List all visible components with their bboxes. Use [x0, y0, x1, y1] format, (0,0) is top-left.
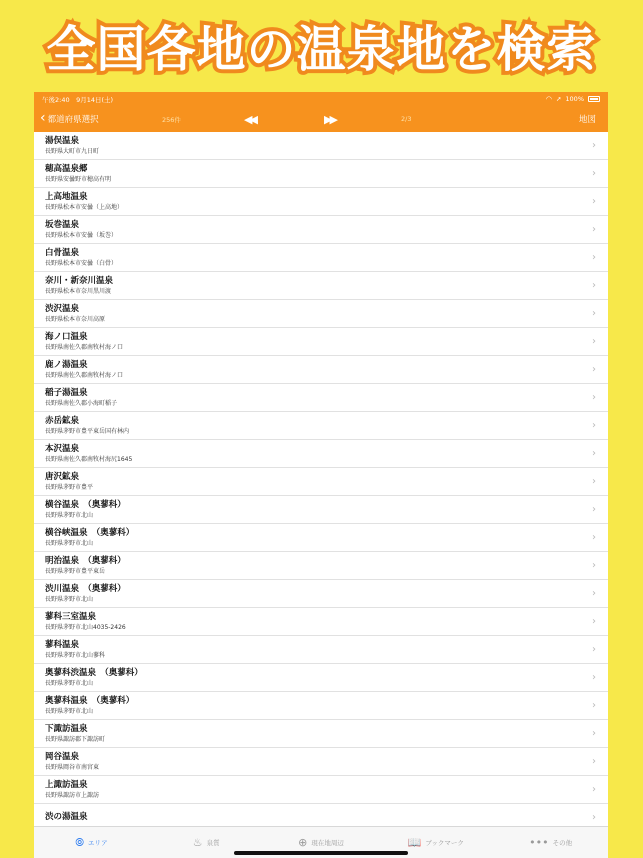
onsen-name: 湯俣温泉 — [45, 135, 80, 146]
chevron-right-icon: › — [592, 504, 596, 515]
onsen-name: 穂高温泉郷 — [45, 163, 88, 174]
chevron-right-icon: › — [592, 784, 596, 795]
location-arrow-icon: ➚ — [555, 95, 562, 103]
back-label: 都道府県選択 — [47, 115, 99, 125]
tab-label: エリア — [88, 839, 108, 847]
onsen-address: 長野県諏訪市上諏訪 — [45, 791, 100, 799]
onsen-address: 長野県松本市奈川黒川渡 — [45, 287, 112, 295]
onsen-name: 海ノ口温泉 — [45, 331, 88, 342]
onsen-address: 長野県安曇野市穂高有明 — [45, 175, 112, 183]
chevron-right-icon: › — [592, 140, 596, 151]
onsen-name: 上諏訪温泉 — [45, 779, 88, 790]
page-indicator: 2/3 — [401, 115, 412, 123]
list-item[interactable] — [34, 524, 608, 552]
onsen-name: 横谷峡温泉 （奥蓼科） — [45, 527, 135, 538]
battery-icon — [588, 96, 600, 102]
onsen-name: 唐沢鉱泉 — [45, 471, 80, 482]
chevron-right-icon: › — [592, 700, 596, 711]
chevron-right-icon: › — [592, 420, 596, 431]
list-item[interactable] — [34, 664, 608, 692]
chevron-right-icon: › — [592, 756, 596, 767]
chevron-right-icon: › — [592, 224, 596, 235]
list-item[interactable] — [34, 748, 608, 776]
previous-page-button[interactable]: ◀◀ — [244, 112, 255, 126]
onsen-address: 長野県茅野市北山 — [45, 539, 94, 547]
chevron-right-icon: › — [592, 392, 596, 403]
compass-icon: ⦾ — [75, 835, 85, 849]
onsen-address: 長野県茅野市豊平 — [45, 483, 94, 491]
chevron-right-icon: › — [592, 308, 596, 319]
banner-title: 全国各地の温泉地を検索 — [46, 21, 597, 78]
onsen-name: 横谷温泉 （奥蓼科） — [45, 499, 126, 510]
hot-spring-icon: ♨ — [192, 836, 203, 849]
tab-more-dots[interactable] — [493, 827, 608, 858]
list-item[interactable] — [34, 132, 608, 160]
chevron-left-icon: ‹ — [40, 110, 46, 126]
onsen-address: 長野県茅野市北山 — [45, 679, 94, 687]
tab-label: その他 — [552, 839, 573, 847]
onsen-list — [34, 132, 608, 832]
list-item[interactable] — [34, 608, 608, 636]
chevron-right-icon: › — [592, 280, 596, 291]
onsen-name: 奥蓼科温泉 （奥蓼科） — [45, 695, 135, 706]
onsen-address: 長野県南佐久郡南牧村海ノ口 — [45, 343, 124, 351]
chevron-right-icon: › — [592, 364, 596, 375]
list-item[interactable] — [34, 216, 608, 244]
onsen-name: 上高地温泉 — [45, 191, 88, 202]
onsen-address: 長野県大町市九日町 — [45, 147, 100, 155]
battery-percent: 100% — [565, 95, 584, 103]
chevron-right-icon: › — [592, 672, 596, 683]
home-indicator — [234, 851, 408, 855]
chevron-right-icon: › — [592, 532, 596, 543]
location-target-icon: ⊕ — [298, 836, 308, 849]
chevron-right-icon: › — [592, 728, 596, 739]
onsen-address: 長野県茅野市北山 — [45, 595, 94, 603]
onsen-name: 坂巻温泉 — [45, 219, 80, 230]
list-item[interactable] — [34, 552, 608, 580]
tab-label: 泉質 — [206, 839, 220, 847]
navigation-bar — [34, 106, 608, 132]
status-time: 午後2:40 9月14日(土) — [42, 95, 114, 104]
chevron-right-icon: › — [592, 588, 596, 599]
onsen-name: 奈川・新奈川温泉 — [45, 275, 114, 286]
list-item[interactable] — [34, 496, 608, 524]
onsen-name: 下諏訪温泉 — [45, 723, 88, 734]
onsen-name: 奥蓼科渋温泉 （奥蓼科） — [45, 667, 143, 678]
promo-banner — [0, 0, 643, 92]
onsen-address: 長野県諏訪郡下諏訪町 — [45, 735, 106, 743]
onsen-name: 渋の湯温泉 — [45, 812, 88, 822]
onsen-name: 蓼科三室温泉 — [45, 611, 97, 622]
list-item[interactable] — [34, 188, 608, 216]
onsen-name: 本沢温泉 — [45, 443, 80, 454]
tab-label: ブックマーク — [425, 839, 464, 847]
onsen-name: 蓼科温泉 — [45, 639, 80, 650]
book-icon: 📖 — [407, 836, 422, 849]
onsen-address: 長野県茅野市北山蓼科 — [45, 651, 106, 659]
onsen-address: 長野県松本市奈川高原 — [45, 315, 106, 323]
list-item[interactable] — [34, 468, 608, 496]
chevron-right-icon: › — [592, 196, 596, 207]
more-dots-icon: ••• — [529, 836, 549, 849]
map-button[interactable]: 地図 — [578, 115, 596, 125]
list-item[interactable] — [34, 720, 608, 748]
chevron-right-icon: › — [592, 812, 596, 823]
onsen-address: 長野県南佐久郡小海町稲子 — [45, 399, 118, 407]
onsen-name: 渋沢温泉 — [45, 303, 80, 314]
onsen-address: 長野県松本市安曇（上高地） — [45, 203, 124, 211]
chevron-right-icon: › — [592, 644, 596, 655]
list-item[interactable] — [34, 776, 608, 804]
chevron-right-icon: › — [592, 476, 596, 487]
chevron-right-icon: › — [592, 560, 596, 571]
onsen-name: 鹿ノ湯温泉 — [45, 359, 88, 370]
list-item[interactable] — [34, 412, 608, 440]
chevron-right-icon: › — [592, 616, 596, 627]
list-item[interactable] — [34, 300, 608, 328]
list-item[interactable] — [34, 692, 608, 720]
wifi-icon: ◠ — [545, 95, 552, 103]
list-item[interactable] — [34, 356, 608, 384]
tab-label: 現在地周辺 — [311, 839, 344, 847]
onsen-name: 白骨温泉 — [45, 247, 80, 258]
list-item[interactable] — [34, 328, 608, 356]
onsen-name: 明治温泉 （奥蓼科） — [45, 555, 126, 566]
list-item[interactable] — [34, 440, 608, 468]
chevron-right-icon: › — [592, 252, 596, 263]
back-button[interactable] — [40, 106, 99, 132]
chevron-right-icon: › — [592, 448, 596, 459]
list-item[interactable] — [34, 580, 608, 608]
onsen-address: 長野県茅野市北山4035-2426 — [45, 623, 126, 631]
onsen-name: 稲子湯温泉 — [45, 387, 88, 398]
next-page-button[interactable]: ▶▶ — [324, 112, 335, 126]
chevron-right-icon: › — [592, 336, 596, 347]
onsen-address: 長野県松本市安曇（白骨） — [45, 259, 118, 267]
onsen-address: 長野県南佐久郡南牧村海ノ口 — [45, 371, 124, 379]
list-item[interactable] — [34, 244, 608, 272]
onsen-address: 長野県松本市安曇（坂巻） — [45, 231, 118, 239]
tab-compass[interactable] — [34, 827, 149, 858]
onsen-address: 長野県茅野市豊平東岳 — [45, 567, 106, 575]
onsen-address: 長野県茅野市豊平東岳国有林内 — [45, 427, 130, 435]
list-item[interactable] — [34, 636, 608, 664]
onsen-address: 長野県茅野市北山 — [45, 707, 94, 715]
status-bar — [34, 92, 608, 106]
onsen-address: 長野県岡谷市南宮東 — [45, 763, 100, 771]
list-item[interactable] — [34, 272, 608, 300]
onsen-name: 岡谷温泉 — [45, 751, 80, 762]
result-count: 256件 — [162, 115, 181, 124]
onsen-name: 渋川温泉 （奥蓼科） — [45, 583, 126, 594]
onsen-address: 長野県茅野市北山 — [45, 511, 94, 519]
onsen-name: 赤岳鉱泉 — [45, 415, 80, 426]
app-screen — [34, 92, 608, 858]
list-item[interactable] — [34, 160, 608, 188]
chevron-right-icon: › — [592, 168, 596, 179]
list-item[interactable] — [34, 384, 608, 412]
onsen-address: 長野県南佐久郡南牧村海尻1645 — [45, 455, 133, 463]
